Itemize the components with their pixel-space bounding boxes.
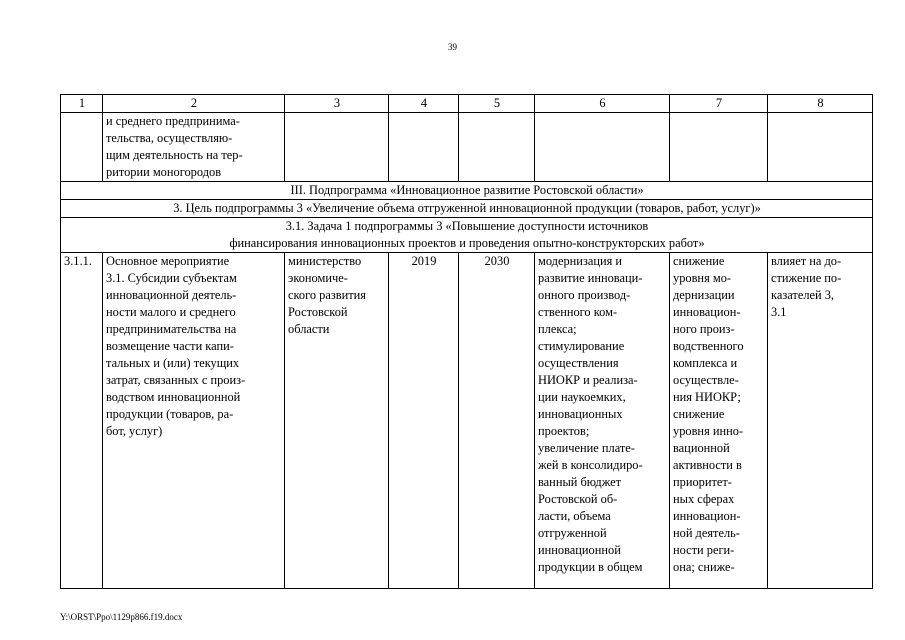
- text-line: области: [288, 322, 330, 336]
- header-cell: 2: [103, 95, 285, 113]
- text-line: инновационной: [538, 543, 621, 557]
- text-line: снижение: [673, 254, 725, 268]
- column-number-row: [61, 95, 873, 113]
- text-line: ности реги-: [673, 543, 735, 557]
- indicator-cell: [768, 253, 873, 589]
- cell-empty: [459, 113, 535, 182]
- text-line: возмещение части капи-: [106, 339, 234, 353]
- cell-empty: [389, 113, 459, 182]
- text-line: водством инновационной: [106, 390, 241, 404]
- continuation-name-cell: [103, 113, 285, 182]
- program-table: [60, 94, 873, 589]
- text-line: Основное мероприятие: [106, 254, 230, 268]
- text-line: дернизации: [673, 288, 735, 302]
- text-line: инновацион-: [673, 305, 741, 319]
- text-line: инновацион-: [673, 509, 741, 523]
- row-number: 3.1.1.: [61, 253, 103, 589]
- text-line: снижение: [673, 407, 725, 421]
- header-cell: 4: [389, 95, 459, 113]
- text-line: предпринимательства на: [106, 322, 237, 336]
- text-line: модернизация и: [538, 254, 623, 268]
- header-cell: 7: [670, 95, 768, 113]
- header-cell: 3: [285, 95, 389, 113]
- text-line: Ростовской: [288, 305, 348, 319]
- task-row: [61, 218, 873, 253]
- header-cell: 6: [535, 95, 670, 113]
- text-line: экономиче-: [288, 271, 348, 285]
- text-line: тельства, осуществляю-: [106, 131, 233, 145]
- text-line: ственного ком-: [538, 305, 618, 319]
- text-line: Ростовской об-: [538, 492, 618, 506]
- text-line: активности в: [673, 458, 742, 472]
- text-line: увеличение плате-: [538, 441, 635, 455]
- table-row: [61, 253, 873, 589]
- text-line: продукции в общем: [538, 560, 643, 574]
- start-year-cell: 2019: [389, 253, 459, 589]
- text-line: проектов;: [538, 424, 590, 438]
- text-line: бот, услуг): [106, 424, 163, 438]
- text-line: отгруженной: [538, 526, 607, 540]
- header-cell: 5: [459, 95, 535, 113]
- continuation-row: [61, 113, 873, 182]
- text-line: вационной: [673, 441, 730, 455]
- text-line: инновационных: [538, 407, 623, 421]
- text-line: жей в консолидиро-: [538, 458, 643, 472]
- cell-empty: [535, 113, 670, 182]
- expected-result-cell: [535, 253, 670, 589]
- text-line: развитие инноваци-: [538, 271, 643, 285]
- text-line: влияет на до-: [771, 254, 842, 268]
- end-year-cell: 2030: [459, 253, 535, 589]
- text-line: казателей 3,: [771, 288, 835, 302]
- file-path-footer: Y:\ORST\Ppo\1129p866.f19.docx: [60, 612, 183, 622]
- header-cell: 8: [768, 95, 873, 113]
- text-line: стижение по-: [771, 271, 842, 285]
- text-line: министерство: [288, 254, 362, 268]
- goal-row: [61, 200, 873, 218]
- page-number: 39: [448, 42, 457, 52]
- text-line: комплекса и: [673, 356, 738, 370]
- task-title: [61, 218, 873, 253]
- text-line: осуществле-: [673, 373, 739, 387]
- text-line: уровня мо-: [673, 271, 732, 285]
- text-line: ных сферах: [673, 492, 735, 506]
- subprogram-row: [61, 182, 873, 200]
- text-line: 3.1. Субсидии субъектам: [106, 271, 237, 285]
- text-line: 3.1: [771, 305, 787, 319]
- text-line: ласти, объема: [538, 509, 611, 523]
- text-line: НИОКР и реализа-: [538, 373, 638, 387]
- text-line: ванный бюджет: [538, 475, 622, 489]
- text-line: затрат, связанных с произ-: [106, 373, 246, 387]
- text-line: инновационной деятель-: [106, 288, 237, 302]
- text-line: она; сниже-: [673, 560, 735, 574]
- text-line: уровня инно-: [673, 424, 744, 438]
- subprogram-title: III. Подпрограмма «Инновационное развитие Ростовской области»: [61, 182, 873, 200]
- text-line: продукции (товаров, ра-: [106, 407, 234, 421]
- text-line: онного производ-: [538, 288, 631, 302]
- goal-title: 3. Цель подпрограммы 3 «Увеличение объема отгруженной инновационной продукции (товаров, работ, услуг)»: [61, 200, 873, 218]
- executor-cell: [285, 253, 389, 589]
- measure-name-cell: [103, 253, 285, 589]
- cell-empty: [768, 113, 873, 182]
- text-line: ной деятель-: [673, 526, 740, 540]
- text-line: финансирования инновационных проектов и проведения опытно-конструкторских работ»: [229, 236, 705, 250]
- text-line: ского развития: [288, 288, 366, 302]
- text-line: ритории моногородов: [106, 165, 222, 179]
- text-line: ного произ-: [673, 322, 735, 336]
- header-cell: 1: [61, 95, 103, 113]
- cell-empty: [61, 113, 103, 182]
- text-line: ния НИОКР;: [673, 390, 741, 404]
- text-line: тальных и (или) текущих: [106, 356, 240, 370]
- text-line: ности малого и среднего: [106, 305, 236, 319]
- cell-empty: [285, 113, 389, 182]
- text-line: ции наукоемких,: [538, 390, 626, 404]
- text-line: водственного: [673, 339, 744, 353]
- text-line: стимулирование: [538, 339, 625, 353]
- text-line: щим деятельность на тер-: [106, 148, 243, 162]
- text-line: осуществления: [538, 356, 619, 370]
- text-line: плекса;: [538, 322, 577, 336]
- text-line: и среднего предпринима-: [106, 114, 240, 128]
- cell-empty: [670, 113, 768, 182]
- text-line: 3.1. Задача 1 подпрограммы 3 «Повышение доступности источников: [285, 219, 649, 233]
- text-line: приоритет-: [673, 475, 732, 489]
- consequence-cell: [670, 253, 768, 589]
